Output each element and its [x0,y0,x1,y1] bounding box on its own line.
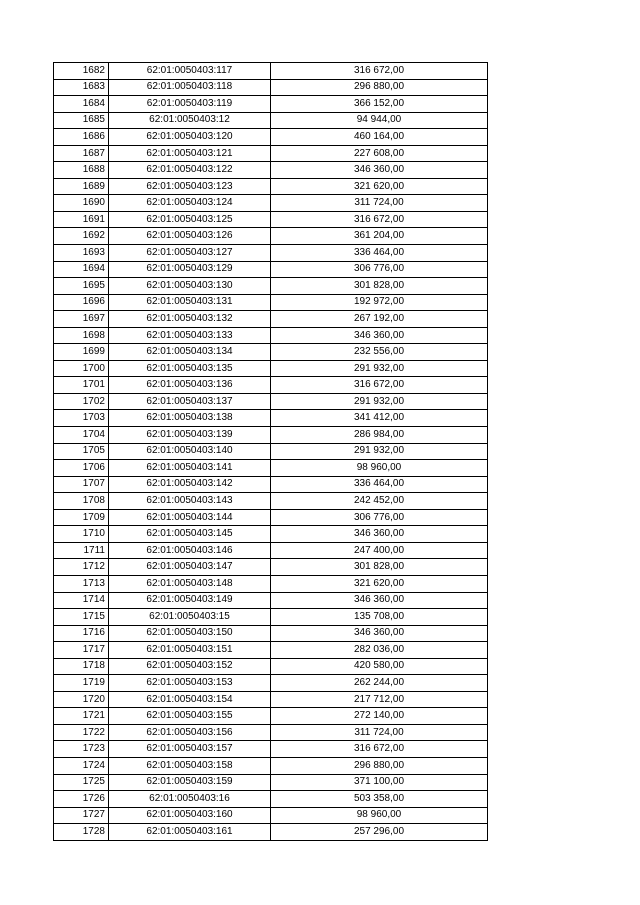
row-number-cell: 1728 [54,824,109,841]
row-number-cell: 1726 [54,791,109,808]
table-row [54,476,488,493]
cadastral-value-cell: 291 932,00 [271,360,488,377]
row-number-cell: 1716 [54,625,109,642]
table-row [54,625,488,642]
cadastral-value-cell: 267 192,00 [271,311,488,328]
cadastral-value-cell: 371 100,00 [271,774,488,791]
table-row [54,211,488,228]
cadastral-value-cell: 460 164,00 [271,129,488,146]
row-number-cell: 1720 [54,691,109,708]
cadastral-value-cell: 301 828,00 [271,559,488,576]
cadastral-number-cell: 62:01:0050403:146 [109,542,271,559]
row-number-cell: 1722 [54,724,109,741]
cadastral-value-cell: 321 620,00 [271,575,488,592]
table-row [54,592,488,609]
row-number-cell: 1721 [54,708,109,725]
table-row [54,427,488,444]
cadastral-value-cell: 301 828,00 [271,278,488,295]
cadastral-number-cell: 62:01:0050403:133 [109,327,271,344]
cadastral-number-cell: 62:01:0050403:119 [109,96,271,113]
cadastral-value-cell: 311 724,00 [271,195,488,212]
table-body [54,63,488,841]
table-row [54,559,488,576]
row-number-cell: 1707 [54,476,109,493]
cadastral-number-cell: 62:01:0050403:139 [109,427,271,444]
row-number-cell: 1725 [54,774,109,791]
cadastral-number-cell: 62:01:0050403:121 [109,145,271,162]
table-row [54,129,488,146]
row-number-cell: 1705 [54,443,109,460]
table-row [54,675,488,692]
row-number-cell: 1696 [54,294,109,311]
cadastral-value-cell: 336 464,00 [271,476,488,493]
cadastral-value-cell: 346 360,00 [271,625,488,642]
row-number-cell: 1693 [54,245,109,262]
table-row [54,311,488,328]
table-row [54,642,488,659]
cadastral-number-cell: 62:01:0050403:159 [109,774,271,791]
cadastral-value-cell: 346 360,00 [271,592,488,609]
cadastral-number-cell: 62:01:0050403:140 [109,443,271,460]
cadastral-number-cell: 62:01:0050403:142 [109,476,271,493]
cadastral-value-cell: 286 984,00 [271,427,488,444]
cadastral-value-cell: 192 972,00 [271,294,488,311]
row-number-cell: 1690 [54,195,109,212]
table-row [54,509,488,526]
table-row [54,245,488,262]
cadastral-value-cell: 227 608,00 [271,145,488,162]
cadastral-value-table [53,62,488,841]
cadastral-number-cell: 62:01:0050403:160 [109,807,271,824]
table-row [54,96,488,113]
cadastral-number-cell: 62:01:0050403:130 [109,278,271,295]
table-row [54,294,488,311]
row-number-cell: 1682 [54,63,109,80]
cadastral-number-cell: 62:01:0050403:148 [109,575,271,592]
table-row [54,658,488,675]
row-number-cell: 1698 [54,327,109,344]
cadastral-number-cell: 62:01:0050403:123 [109,178,271,195]
cadastral-number-cell: 62:01:0050403:150 [109,625,271,642]
cadastral-number-cell: 62:01:0050403:152 [109,658,271,675]
cadastral-value-cell: 346 360,00 [271,327,488,344]
cadastral-number-cell: 62:01:0050403:125 [109,211,271,228]
table-row [54,691,488,708]
row-number-cell: 1702 [54,393,109,410]
row-number-cell: 1695 [54,278,109,295]
cadastral-number-cell: 62:01:0050403:151 [109,642,271,659]
cadastral-number-cell: 62:01:0050403:122 [109,162,271,179]
table-row [54,708,488,725]
table-row [54,393,488,410]
row-number-cell: 1692 [54,228,109,245]
table-row [54,575,488,592]
cadastral-value-cell: 366 152,00 [271,96,488,113]
table-row [54,377,488,394]
cadastral-value-cell: 291 932,00 [271,443,488,460]
row-number-cell: 1699 [54,344,109,361]
table-row [54,327,488,344]
cadastral-number-cell: 62:01:0050403:153 [109,675,271,692]
row-number-cell: 1689 [54,178,109,195]
row-number-cell: 1684 [54,96,109,113]
cadastral-number-cell: 62:01:0050403:127 [109,245,271,262]
row-number-cell: 1711 [54,542,109,559]
cadastral-number-cell: 62:01:0050403:120 [109,129,271,146]
cadastral-value-cell: 316 672,00 [271,741,488,758]
cadastral-number-cell: 62:01:0050403:158 [109,757,271,774]
cadastral-value-cell: 361 204,00 [271,228,488,245]
cadastral-number-cell: 62:01:0050403:136 [109,377,271,394]
table-row [54,824,488,841]
table-row [54,807,488,824]
table-row [54,178,488,195]
cadastral-number-cell: 62:01:0050403:15 [109,609,271,626]
row-number-cell: 1688 [54,162,109,179]
row-number-cell: 1683 [54,79,109,96]
cadastral-number-cell: 62:01:0050403:12 [109,112,271,129]
cadastral-value-cell: 296 880,00 [271,757,488,774]
row-number-cell: 1709 [54,509,109,526]
row-number-cell: 1706 [54,460,109,477]
row-number-cell: 1687 [54,145,109,162]
cadastral-value-cell: 316 672,00 [271,377,488,394]
cadastral-number-cell: 62:01:0050403:156 [109,724,271,741]
row-number-cell: 1700 [54,360,109,377]
cadastral-number-cell: 62:01:0050403:132 [109,311,271,328]
table-row [54,112,488,129]
row-number-cell: 1691 [54,211,109,228]
table-row [54,443,488,460]
cadastral-value-cell: 282 036,00 [271,642,488,659]
table-row [54,791,488,808]
table-row [54,261,488,278]
cadastral-value-cell: 306 776,00 [271,261,488,278]
cadastral-value-cell: 321 620,00 [271,178,488,195]
row-number-cell: 1715 [54,609,109,626]
cadastral-number-cell: 62:01:0050403:157 [109,741,271,758]
cadastral-value-cell: 316 672,00 [271,63,488,80]
row-number-cell: 1697 [54,311,109,328]
cadastral-value-cell: 242 452,00 [271,493,488,510]
row-number-cell: 1685 [54,112,109,129]
table-row [54,344,488,361]
table-row [54,145,488,162]
cadastral-number-cell: 62:01:0050403:145 [109,526,271,543]
cadastral-number-cell: 62:01:0050403:149 [109,592,271,609]
table-row [54,741,488,758]
cadastral-number-cell: 62:01:0050403:129 [109,261,271,278]
cadastral-number-cell: 62:01:0050403:124 [109,195,271,212]
row-number-cell: 1727 [54,807,109,824]
cadastral-value-cell: 257 296,00 [271,824,488,841]
cadastral-value-cell: 291 932,00 [271,393,488,410]
row-number-cell: 1714 [54,592,109,609]
cadastral-value-cell: 306 776,00 [271,509,488,526]
cadastral-value-cell: 503 358,00 [271,791,488,808]
cadastral-number-cell: 62:01:0050403:16 [109,791,271,808]
cadastral-number-cell: 62:01:0050403:117 [109,63,271,80]
cadastral-number-cell: 62:01:0050403:134 [109,344,271,361]
table-row [54,542,488,559]
table-row [54,228,488,245]
cadastral-number-cell: 62:01:0050403:126 [109,228,271,245]
cadastral-value-cell: 316 672,00 [271,211,488,228]
row-number-cell: 1718 [54,658,109,675]
table-row [54,63,488,80]
table-row [54,410,488,427]
cadastral-number-cell: 62:01:0050403:144 [109,509,271,526]
cadastral-value-cell: 296 880,00 [271,79,488,96]
cadastral-number-cell: 62:01:0050403:154 [109,691,271,708]
table-row [54,526,488,543]
cadastral-number-cell: 62:01:0050403:135 [109,360,271,377]
cadastral-number-cell: 62:01:0050403:147 [109,559,271,576]
row-number-cell: 1704 [54,427,109,444]
table-row [54,360,488,377]
row-number-cell: 1713 [54,575,109,592]
cadastral-number-cell: 62:01:0050403:131 [109,294,271,311]
cadastral-number-cell: 62:01:0050403:155 [109,708,271,725]
row-number-cell: 1710 [54,526,109,543]
table-row [54,195,488,212]
cadastral-value-cell: 346 360,00 [271,162,488,179]
table-row [54,162,488,179]
row-number-cell: 1686 [54,129,109,146]
cadastral-value-cell: 262 244,00 [271,675,488,692]
row-number-cell: 1712 [54,559,109,576]
row-number-cell: 1719 [54,675,109,692]
cadastral-value-cell: 94 944,00 [271,112,488,129]
cadastral-value-cell: 272 140,00 [271,708,488,725]
cadastral-value-cell: 135 708,00 [271,609,488,626]
cadastral-value-cell: 311 724,00 [271,724,488,741]
row-number-cell: 1723 [54,741,109,758]
row-number-cell: 1724 [54,757,109,774]
cadastral-number-cell: 62:01:0050403:161 [109,824,271,841]
cadastral-value-cell: 336 464,00 [271,245,488,262]
cadastral-number-cell: 62:01:0050403:137 [109,393,271,410]
row-number-cell: 1717 [54,642,109,659]
cadastral-value-cell: 346 360,00 [271,526,488,543]
table-row [54,460,488,477]
cadastral-value-cell: 341 412,00 [271,410,488,427]
table-row [54,493,488,510]
cadastral-number-cell: 62:01:0050403:138 [109,410,271,427]
row-number-cell: 1694 [54,261,109,278]
row-number-cell: 1708 [54,493,109,510]
table-row [54,774,488,791]
table-row [54,609,488,626]
cadastral-number-cell: 62:01:0050403:118 [109,79,271,96]
row-number-cell: 1701 [54,377,109,394]
cadastral-value-cell: 420 580,00 [271,658,488,675]
table-row [54,79,488,96]
cadastral-value-cell: 98 960,00 [271,460,488,477]
table-row [54,724,488,741]
table-row [54,278,488,295]
cadastral-number-cell: 62:01:0050403:141 [109,460,271,477]
row-number-cell: 1703 [54,410,109,427]
cadastral-value-cell: 247 400,00 [271,542,488,559]
table-row [54,757,488,774]
cadastral-value-cell: 217 712,00 [271,691,488,708]
cadastral-number-cell: 62:01:0050403:143 [109,493,271,510]
cadastral-value-cell: 232 556,00 [271,344,488,361]
cadastral-value-cell: 98 960,00 [271,807,488,824]
